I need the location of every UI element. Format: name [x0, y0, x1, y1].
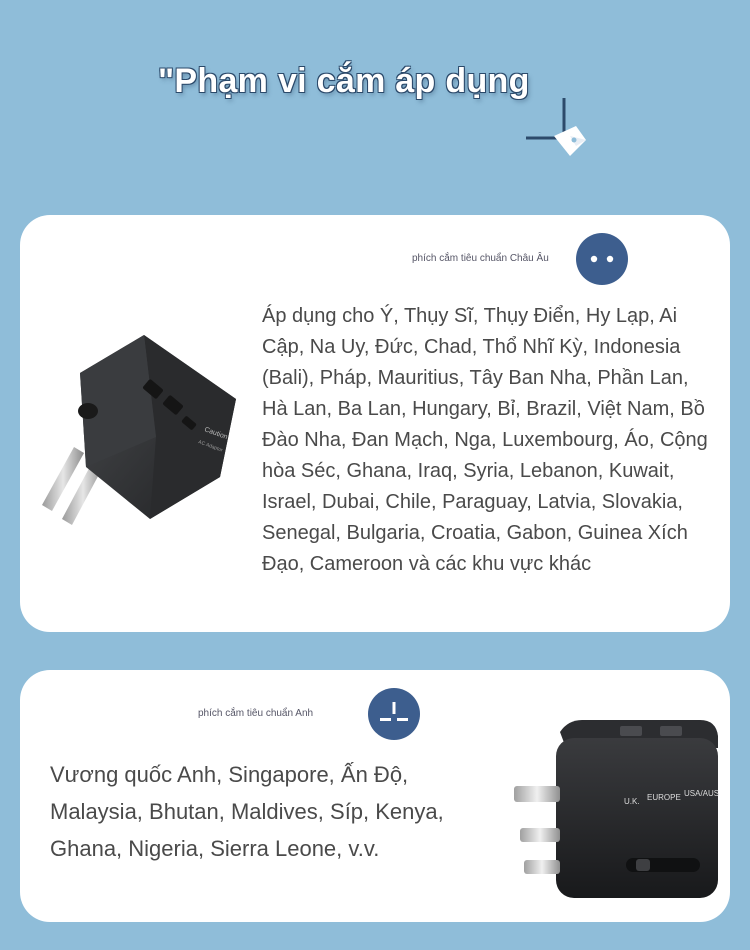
uk-device-label-uk: U.K.: [624, 797, 640, 806]
page-title: "Phạm vi cắm áp dụng: [158, 62, 530, 100]
device-caution-label: Caution: [203, 426, 229, 442]
uk-device-label-usa: USA/AUS: [684, 789, 720, 798]
uk-standard-label: phích cắm tiêu chuẩn Anh: [198, 708, 314, 719]
eu-countries-text: Áp dụng cho Ý, Thụy Sĩ, Thụy Điển, Hy Lạp, Ai Cập, Na Uy, Đức, Chad, Thổ Nhĩ Kỳ, Indonesia (Bali), Pháp, Mauritius, Tây Ban Nha, Phần Lan, Hà Lan, Ba Lan, Hungary, Bỉ, Brazil, Việt Nam, Bồ Đào Nha, Đan Mạch, Nga, Luxembourg, Áo, Cộng hòa Séc, Ghana, Iraq, Syria, Lebanon, Kuwait, Israel, Dubai, Chile, Paraguay, Latvia, Slovakia, Senegal, Bulgaria, Croatia, Gabon, Guinea Xích Đạo, Cameroon và các khu vực khác: [262, 305, 708, 575]
uk-plug-icon: [368, 688, 420, 740]
rocket-icon: [524, 96, 594, 160]
eu-plug-card: [20, 215, 730, 632]
device-adaptor-label: AC Adaptor: [197, 439, 224, 454]
uk-device-label-europe: EUROPE: [647, 793, 681, 802]
eu-plug-icon: [576, 233, 628, 285]
uk-adapter-image: [490, 708, 720, 908]
eu-standard-label: phích cắm tiêu chuẩn Châu Âu: [412, 253, 549, 264]
eu-adapter-image: [32, 327, 254, 539]
uk-plug-card: [20, 670, 730, 922]
uk-countries-text: Vương quốc Anh, Singapore, Ấn Độ, Malaysia, Bhutan, Maldives, Síp, Kenya, Ghana, Nigeria, Sierra Leone, v.v.: [50, 762, 444, 861]
